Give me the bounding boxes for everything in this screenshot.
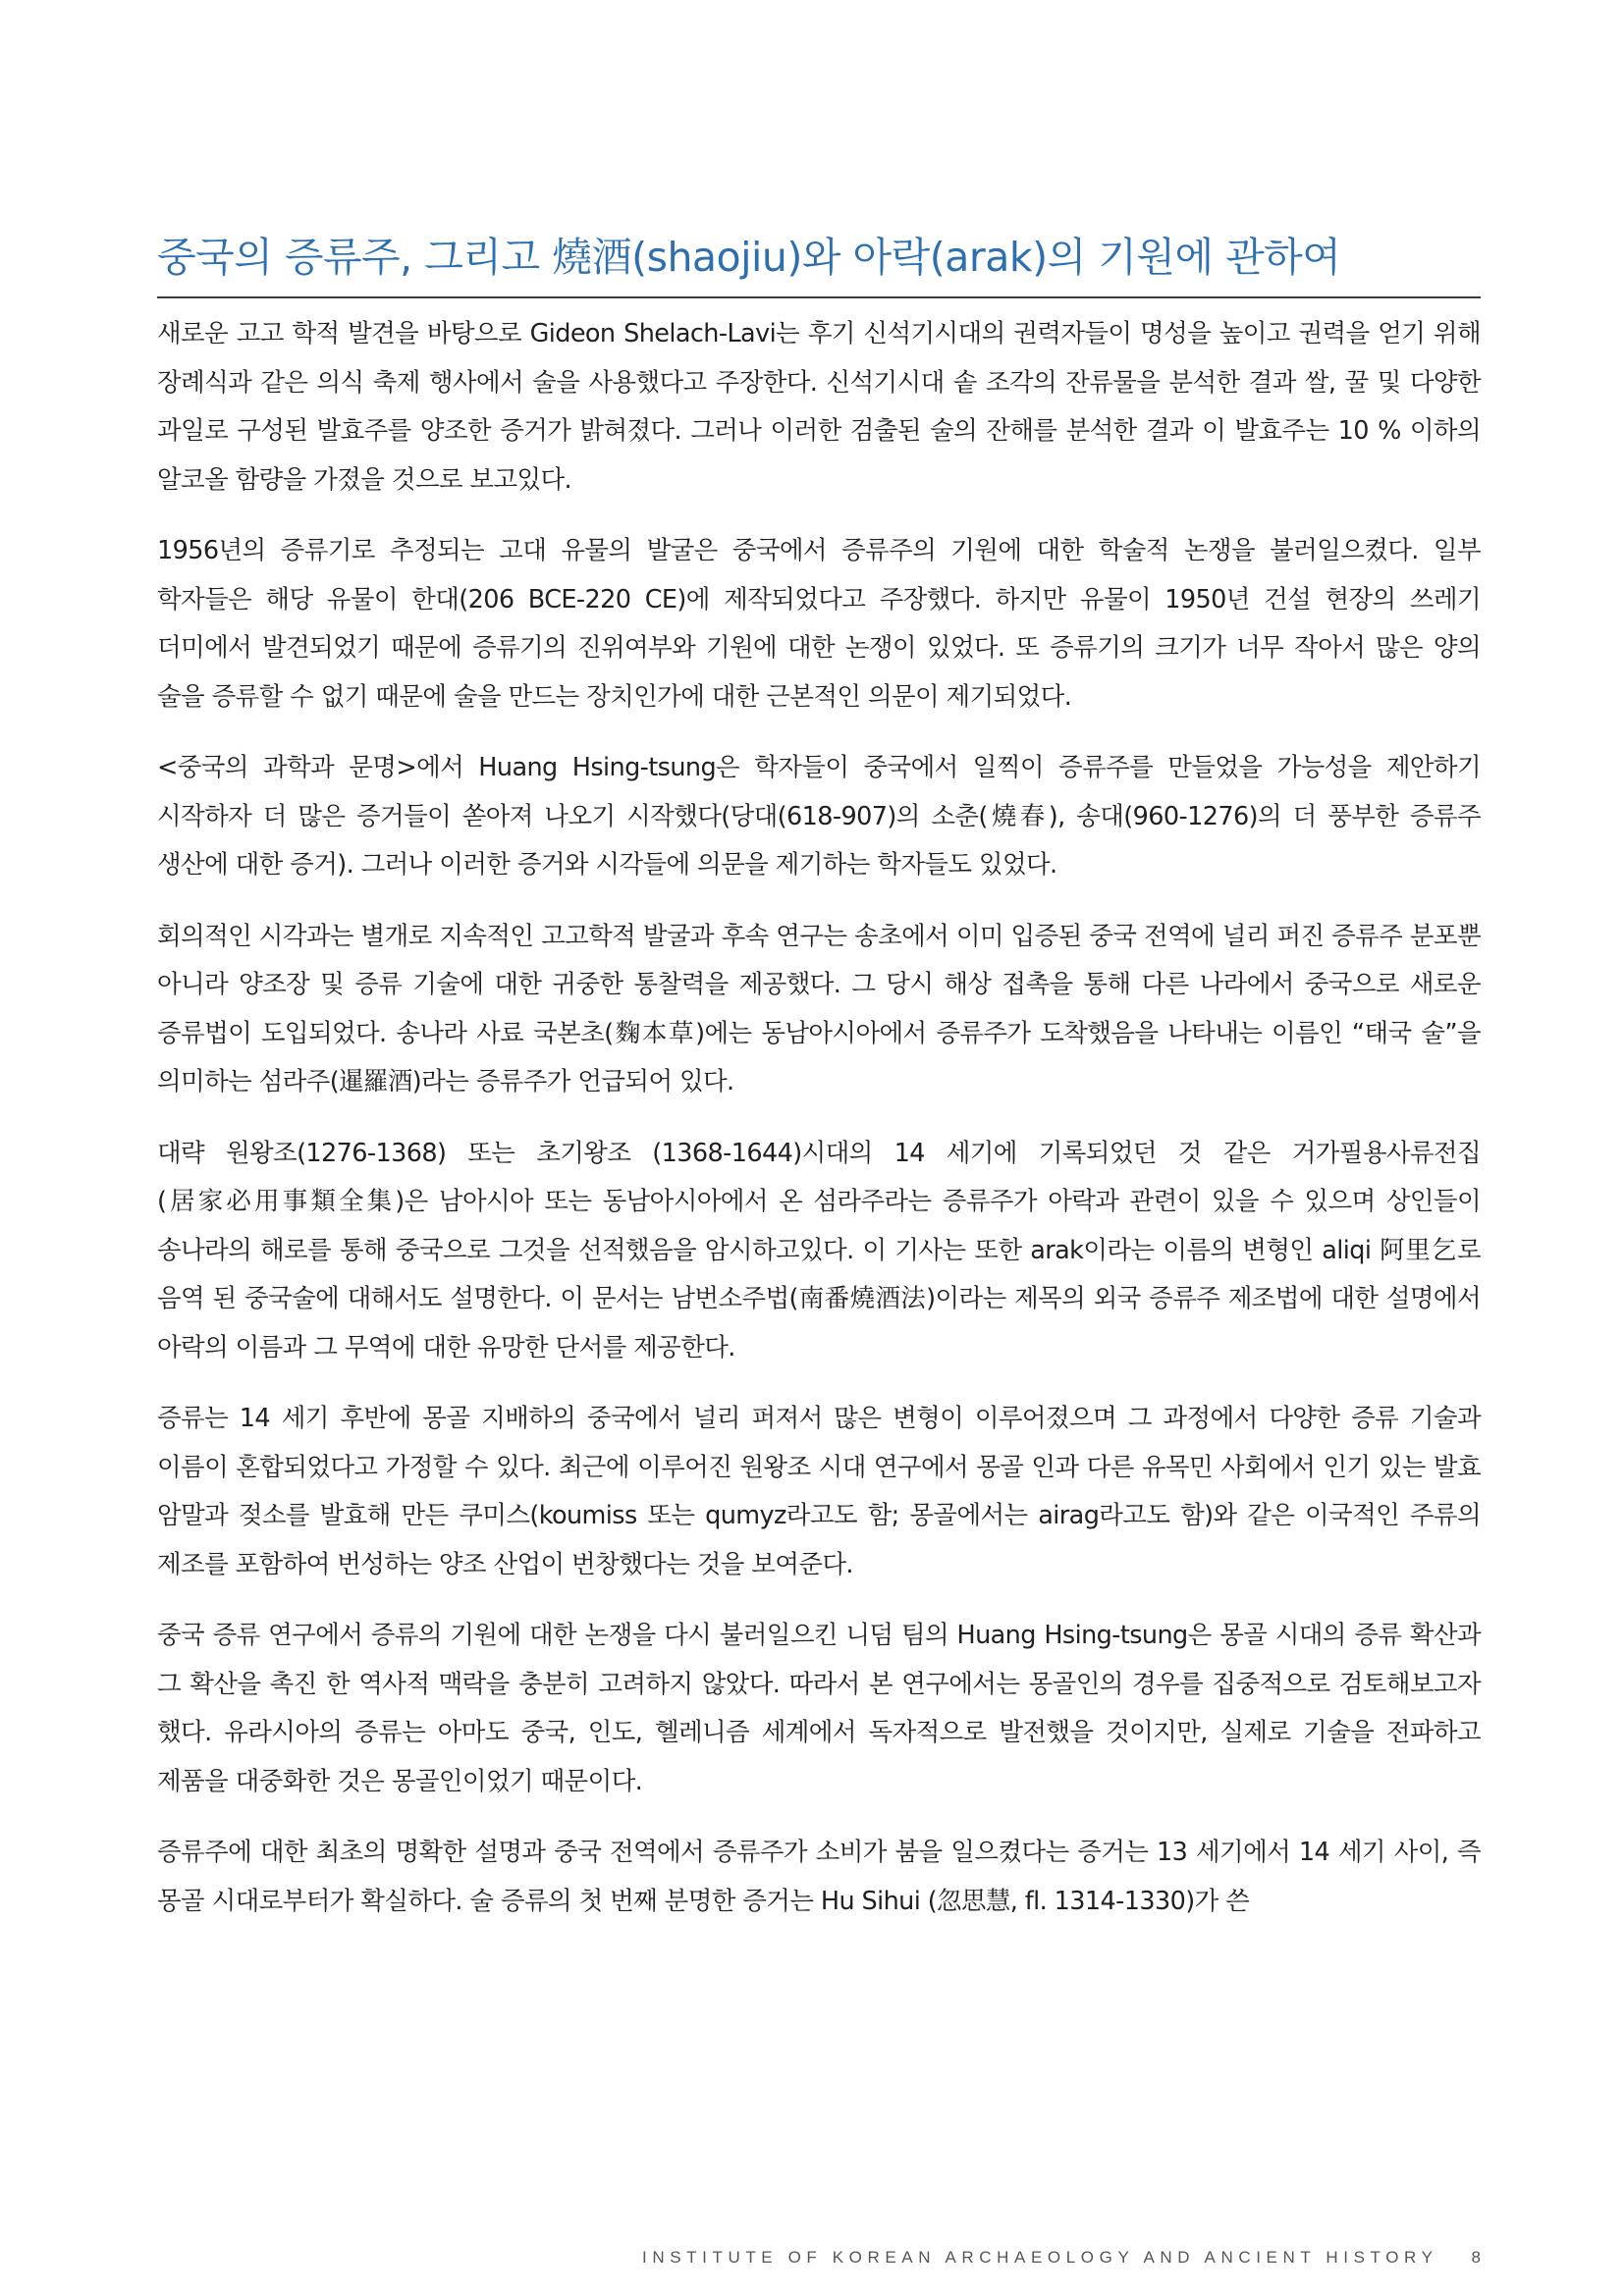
page-title: 중국의 증류주, 그리고 燒酒(shaojiu)와 아락(arak)의 기원에 관하여 bbox=[157, 234, 1341, 281]
paragraph-5: 대략 원왕조(1276-1368) 또는 초기왕조 (1368-1644)시대의 14 세기에 기록되었던 것 같은 거가필용사류전집(居家必用事類全集)은 남아시아 또는 동남아시아에서 온 섬라주라는 증류주가 아락과 관련이 있을 수 있으며 상인들이 송나라의 해로를 통해 중국으로 그것을 선적했음을 암시하고있다. 이 기사는 또한 arak이라는 이름의 변형인 aliqi 阿里乞로 음역 된 중국술에 대해서도 설명한다. 이 문서는 남번소주법(南番燒酒法)이라는 제목의 외국 증류주 제조법에 대한 설명에서 아락의 이름과 그 무역에 대한 유망한 단서를 제공한다. bbox=[157, 1138, 1481, 1362]
title-divider bbox=[157, 296, 1481, 298]
paragraph-3: <중국의 과학과 문명>에서 Huang Hsing-tsung은 학자들이 중국에서 일찍이 증류주를 만들었을 가능성을 제안하기 시작하자 더 많은 증거들이 쏟아져 나오기 시작했다(당대(618-907)의 소춘(燒春), 송대(960-1276)의 더 풍부한 증류주 생산에 대한 증거). 그러나 이러한 증거와 시각들에 의문을 제기하는 학자들도 있었다. bbox=[157, 753, 1481, 880]
page-footer bbox=[642, 2248, 1481, 2268]
paragraph-2: 1956년의 증류기로 추정되는 고대 유물의 발굴은 중국에서 증류주의 기원에 대한 학술적 논쟁을 불러일으켰다. 일부 학자들은 해당 유물이 한대(206 BCE-220 CE)에 제작되었다고 주장했다. 하지만 유물이 1950년 건설 현장의 쓰레기 더미에서 발견되었기 때문에 증류기의 진위여부와 기원에 대한 논쟁이 있었다. 또 증류기의 크기가 너무 작아서 많은 양의 술을 증류할 수 없기 때문에 술을 만드는 장치인가에 대한 근본적인 의문이 제기되었다. bbox=[157, 536, 1481, 712]
page-number: 8 bbox=[1471, 2248, 1481, 2267]
paragraph-7: 중국 증류 연구에서 증류의 기원에 대한 논쟁을 다시 불러일으킨 니덤 팀의 Huang Hsing-tsung은 몽골 시대의 증류 확산과 그 확산을 촉진 한 역사적 맥락을 충분히 고려하지 않았다. 따라서 본 연구에서는 몽골인의 경우를 집중적으로 검토해보고자 했다. 유라시아의 증류는 아마도 중국, 인도, 헬레니즘 세계에서 독자적으로 발전했을 것이지만, 실제로 기술을 전파하고 제품을 대중화한 것은 몽골인이었기 때문이다. bbox=[157, 1621, 1481, 1796]
footer-institute: INSTITUTE OF KOREAN ARCHAEOLOGY AND ANCIENT HISTORY bbox=[642, 2248, 1438, 2267]
paragraph-6: 증류는 14 세기 후반에 몽골 지배하의 중국에서 널리 퍼져서 많은 변형이 이루어졌으며 그 과정에서 다양한 증류 기술과 이름이 혼합되었다고 가정할 수 있다. 최근에 이루어진 원왕조 시대 연구에서 몽골 인과 다른 유목민 사회에서 인기 있는 발효 암말과 젖소를 발효해 만든 쿠미스(koumiss 또는 qumyz라고도 함; 몽골에서는 airag라고도 함)와 같은 이국적인 주류의 제조를 포함하여 번성하는 양조 산업이 번창했다는 것을 보여준다. bbox=[157, 1404, 1481, 1579]
paragraph-1: 새로운 고고 학적 발견을 바탕으로 Gideon Shelach-Lavi는 후기 신석기시대의 권력자들이 명성을 높이고 권력을 얻기 위해 장례식과 같은 의식 축제 행사에서 술을 사용했다고 주장한다. 신석기시대 솥 조각의 잔류물을 분석한 결과 쌀, 꿀 및 다양한 과일로 구성된 발효주를 양조한 증거가 밝혀졌다. 그러나 이러한 검출된 술의 잔해를 분석한 결과 이 발효주는 10 % 이하의 알코올 함량을 가졌을 것으로 보고있다. bbox=[157, 319, 1481, 495]
paragraph-8: 증류주에 대한 최초의 명확한 설명과 중국 전역에서 증류주가 소비가 붐을 일으켰다는 증거는 13 세기에서 14 세기 사이, 즉 몽골 시대로부터가 확실하다. 술 증류의 첫 번째 분명한 증거는 Hu Sihui (忽思慧, fl. 1314-1330)가 쓴 bbox=[157, 1838, 1481, 1916]
paragraph-4: 회의적인 시각과는 별개로 지속적인 고고학적 발굴과 후속 연구는 송초에서 이미 입증된 중국 전역에 널리 퍼진 증류주 분포뿐 아니라 양조장 및 증류 기술에 대한 귀중한 통찰력을 제공했다. 그 당시 해상 접촉을 통해 다른 나라에서 중국으로 새로운 증류법이 도입되었다. 송나라 사료 국본초(麴本草)에는 동남아시아에서 증류주가 도착했음을 나타내는 이름인 “태국 술”을 의미하는 섬라주(暹羅酒)라는 증류주가 언급되어 있다. bbox=[157, 921, 1481, 1096]
page-body bbox=[157, 226, 1481, 1949]
